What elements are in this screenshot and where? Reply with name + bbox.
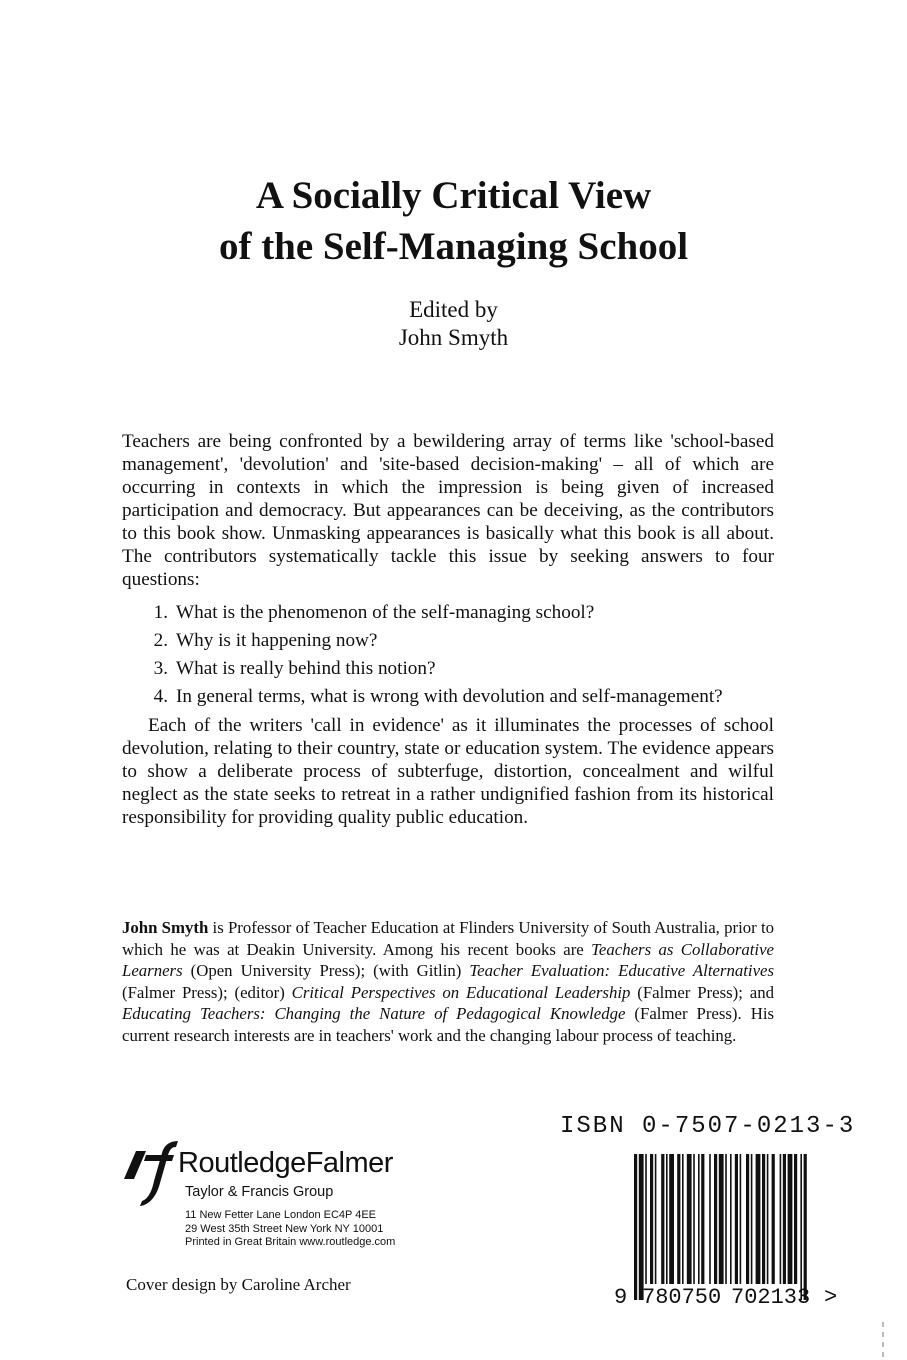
author-name: John Smyth xyxy=(122,918,209,937)
cover-credit: Cover design by Caroline Archer xyxy=(126,1275,351,1294)
barcode-bar xyxy=(780,1154,782,1284)
barcode-bar xyxy=(714,1154,717,1284)
barcode-bar xyxy=(666,1154,668,1284)
book-reference: Teacher Evaluation: Educative Alternatives xyxy=(469,961,774,980)
address-line: Printed in Great Britain www.routledge.com xyxy=(185,1236,396,1248)
barcode-digit-first: 9 xyxy=(614,1285,628,1310)
list-item xyxy=(122,601,774,624)
author-bio-paragraph xyxy=(122,917,774,1046)
barcode-bar xyxy=(794,1154,797,1284)
barcode-bar xyxy=(762,1154,765,1284)
barcode-bar xyxy=(709,1154,711,1284)
barcode-bar xyxy=(735,1154,738,1284)
barcode-bar xyxy=(783,1154,786,1284)
barcode-bar xyxy=(746,1154,749,1284)
author-bio xyxy=(122,917,774,1046)
list-item-number: 3. xyxy=(153,658,168,679)
list-item-text: What is the phenomenon of the self-managing school? xyxy=(176,602,595,623)
bio-text: (Falmer Press); and xyxy=(630,982,774,1002)
book-reference: Teachers as Collaborative Learners xyxy=(122,939,774,980)
blurb-paragraph-2: Each of the writers 'call in evidence' as it illuminates the processes of school devolution, relating to their country, state or education system. The evidence appears to show a deliberate process of subterfuge, distortion, concealment and wilful neglect as the state seeks to retreat in a rather undignified fashion from its historical responsibility for providing quality public education. xyxy=(122,715,774,828)
barcode-bar xyxy=(740,1154,742,1284)
crop-mark xyxy=(880,1322,886,1358)
barcode-bar xyxy=(756,1154,761,1284)
barcode-bar xyxy=(767,1154,769,1284)
barcode-bar xyxy=(701,1154,704,1284)
bio-text: (Falmer Press). His current research interests are in teachers' work and the changing labour process of teaching. xyxy=(122,1004,775,1045)
book-title-line-1: A Socially Critical View xyxy=(255,174,652,217)
book-title-line-2: of the Self-Managing School xyxy=(218,225,689,268)
barcode-bar xyxy=(800,1154,802,1300)
publisher-group: Taylor & Francis Group xyxy=(185,1184,334,1200)
edited-by-label: Edited by xyxy=(409,297,498,322)
barcode-bar xyxy=(698,1154,700,1284)
barcode-bar xyxy=(687,1154,692,1284)
barcode-digits-left: 780750 xyxy=(642,1285,722,1310)
barcode-bar xyxy=(634,1154,637,1300)
bio-text: (Open University Press); (with Gitlin) xyxy=(182,961,470,980)
list-item-number: 4. xyxy=(153,686,168,707)
barcode-bar xyxy=(682,1154,684,1284)
barcode-bar xyxy=(693,1154,695,1284)
barcode-bar xyxy=(669,1154,674,1284)
barcode-bar xyxy=(772,1154,775,1284)
barcode-bar xyxy=(788,1154,793,1284)
list-item xyxy=(122,657,774,680)
barcode xyxy=(612,1150,842,1320)
barcode-bars xyxy=(634,1154,807,1300)
list-item-text: Why is it happening now? xyxy=(176,630,378,651)
barcode-bar xyxy=(645,1154,647,1284)
blurb-paragraph-1: Teachers are being confronted by a bewildering array of terms like 'school-based management', 'devolution' and 'site-based decision-making' – all of which are occurring in contexts in which the impression is being given of increased participation and democracy. But appearances can be deceiving, as the contributors to this book show. Unmasking appearances is basically what this book is all about. The contributors systematically tackle this issue by seeking answers to four questions: xyxy=(122,431,774,590)
publisher-name: RoutledgeFalmer xyxy=(178,1147,393,1179)
editor-name: John Smyth xyxy=(398,325,509,350)
publisher-address xyxy=(185,1209,395,1250)
list-item-text: What is really behind this notion? xyxy=(176,658,436,679)
list-item-number: 1. xyxy=(153,602,168,623)
barcode-arrow: > xyxy=(824,1285,838,1310)
bio-text: (Falmer Press); (editor) xyxy=(122,982,292,1002)
barcode-bar xyxy=(725,1154,727,1284)
barcode-digits-right: 702133 xyxy=(731,1285,811,1310)
isbn-label: ISBN 0-7507-0213-3 xyxy=(560,1113,856,1140)
list-item-text: In general terms, what is wrong with devolution and self-management? xyxy=(176,686,723,707)
barcode-bar xyxy=(639,1154,644,1300)
barcode-bar xyxy=(661,1154,664,1284)
address-line: 11 New Fetter Lane London EC4P 4EE xyxy=(185,1209,376,1221)
barcode-bar xyxy=(719,1154,724,1284)
publisher-logo-icon xyxy=(120,1135,180,1207)
barcode-bar xyxy=(730,1154,732,1284)
questions-list xyxy=(122,601,774,708)
list-item xyxy=(122,629,774,652)
address-line: 29 West 35th Street New York NY 10001 xyxy=(185,1222,384,1235)
book-title xyxy=(0,170,907,272)
barcode-bar xyxy=(677,1154,680,1284)
bio-text: is Professor of Teacher Education at Flinders University of South Australia, prior to which he was at Deakin University. Among his recent books are xyxy=(122,918,774,959)
editor-credit xyxy=(0,296,907,352)
barcode-bar xyxy=(751,1154,753,1284)
barcode-bar xyxy=(650,1154,653,1284)
list-item xyxy=(122,685,774,708)
barcode-bar xyxy=(655,1154,657,1284)
list-item-number: 2. xyxy=(153,630,168,651)
book-reference: Educating Teachers: Changing the Nature of Pedagogical Knowledge xyxy=(122,1004,626,1023)
barcode-bar xyxy=(804,1154,807,1300)
book-reference: Critical Perspectives on Educational Leadership xyxy=(291,982,631,1002)
book-blurb xyxy=(122,430,774,829)
